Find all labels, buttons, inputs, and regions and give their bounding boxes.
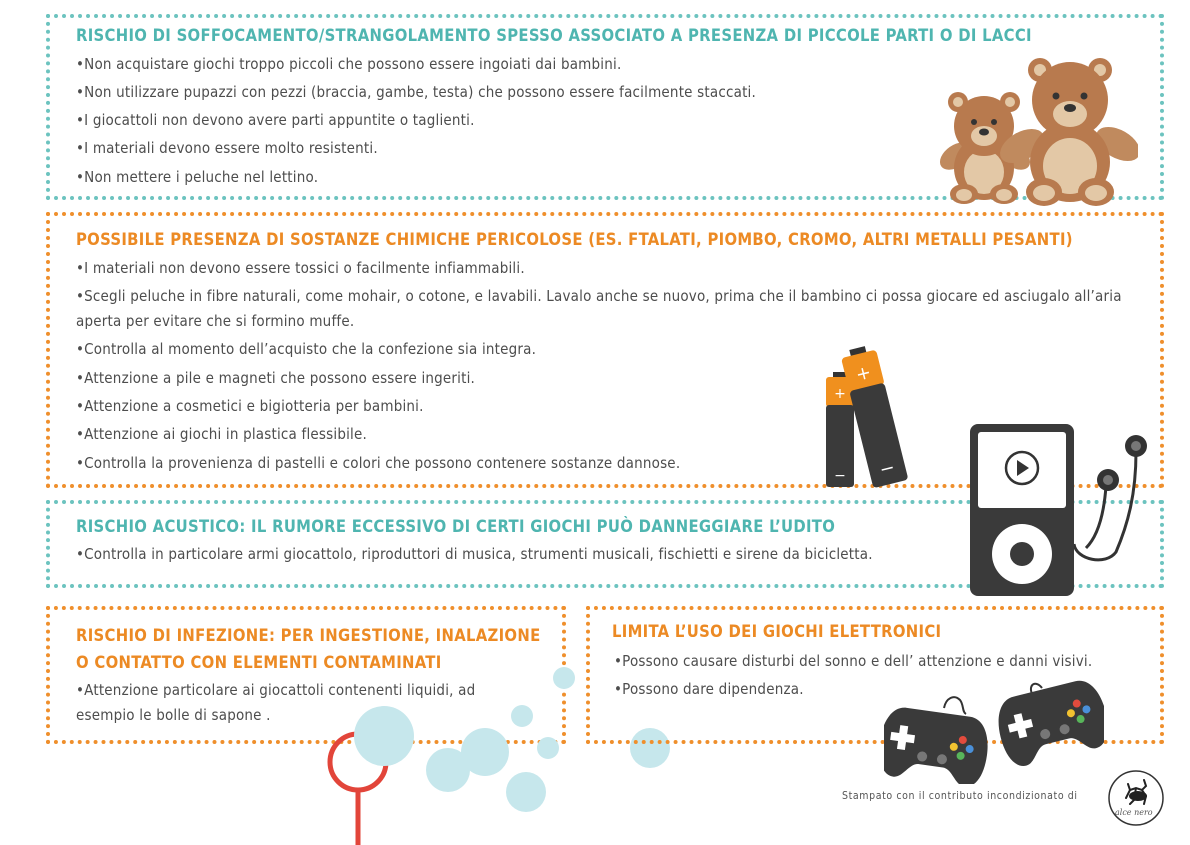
gamepads-icon — [884, 680, 1104, 784]
alce-nero-logo-text: alce nero — [1115, 808, 1153, 817]
list-item: •Attenzione a pile e magneti che possono essere ingeriti. — [76, 369, 476, 387]
list-item: •Attenzione particolare ai giocattoli contenenti liquidi, ad esempio le bolle di sapone . — [76, 681, 476, 724]
list-item: •Controlla la provenienza di pastelli e colori che possono contenere sostanze dannose. — [76, 454, 681, 472]
section-infection-title-line2: O CONTATTO CON ELEMENTI CONTAMINATI — [76, 653, 442, 672]
alce-nero-logo — [1106, 768, 1166, 828]
svg-text:−: − — [834, 468, 846, 484]
list-item: •Controlla al momento dell’acquisto che la confezione sia integra. — [76, 340, 537, 358]
list-item: •I materiali devono essere molto resistenti. — [76, 139, 378, 157]
music-player-icon — [966, 424, 1156, 600]
list-item: •I materiali non devono essere tossici o facilmente infiammabili. — [76, 259, 525, 277]
teddy-bears-icon — [922, 56, 1138, 208]
section-acoustic-title: RISCHIO ACUSTICO: IL RUMORE ECCESSIVO DI CERTI GIOCHI PUÒ DANNEGGIARE L’UDITO — [76, 517, 836, 536]
svg-text:+: + — [834, 386, 846, 402]
list-item: •Non mettere i peluche nel lettino. — [76, 168, 319, 186]
list-item: •Non utilizzare pupazzi con pezzi (braccia, gambe, testa) che possono essere facilmente staccati. — [76, 83, 756, 101]
footer-text: Stampato con il contributo incondizionato di — [842, 790, 1078, 802]
list-item: •Possono causare disturbi del sonno e dell’ attenzione e danni visivi. — [614, 652, 1093, 670]
list-item: •Attenzione ai giochi in plastica flessibile. — [76, 425, 367, 443]
batteries-icon — [820, 340, 940, 492]
list-item: •Attenzione a cosmetici e bigiotteria per bambini. — [76, 397, 424, 415]
svg-text:+: + — [853, 361, 874, 386]
list-item: •Controlla in particolare armi giocattolo, riproduttori di musica, strumenti musicali, fischietti e sirene da bicicletta. — [76, 545, 873, 563]
list-item: •Possono dare dipendenza. — [614, 680, 804, 698]
section-chemicals-title: POSSIBILE PRESENZA DI SOSTANZE CHIMICHE PERICOLOSE (ES. FTALATI, PIOMBO, CROMO, ALTRI METALLI PESANTI) — [76, 230, 1073, 249]
section-choking-title: RISCHIO DI SOFFOCAMENTO/STRANGOLAMENTO SPESSO ASSOCIATO A PRESENZA DI PICCOLE PARTI O DI LACCI — [76, 26, 1032, 45]
list-item: •Scegli peluche in fibre naturali, come mohair, o cotone, e lavabili. Lavalo anche se nuovo, prima che il bambino ci possa giocare ed asciugalo all’aria aperta per evitare che si formino muffe. — [76, 287, 1122, 330]
section-infection-title-line1: RISCHIO DI INFEZIONE: PER INGESTIONE, INALAZIONE — [76, 626, 541, 645]
list-item: •Non acquistare giochi troppo piccoli che possono essere ingoiati dai bambini. — [76, 55, 622, 73]
svg-text:−: − — [877, 456, 898, 481]
list-item: •I giocattoli non devono avere parti appuntite o taglienti. — [76, 111, 475, 129]
section-electronic-title: LIMITA L’USO DEI GIOCHI ELETTRONICI — [612, 622, 942, 641]
